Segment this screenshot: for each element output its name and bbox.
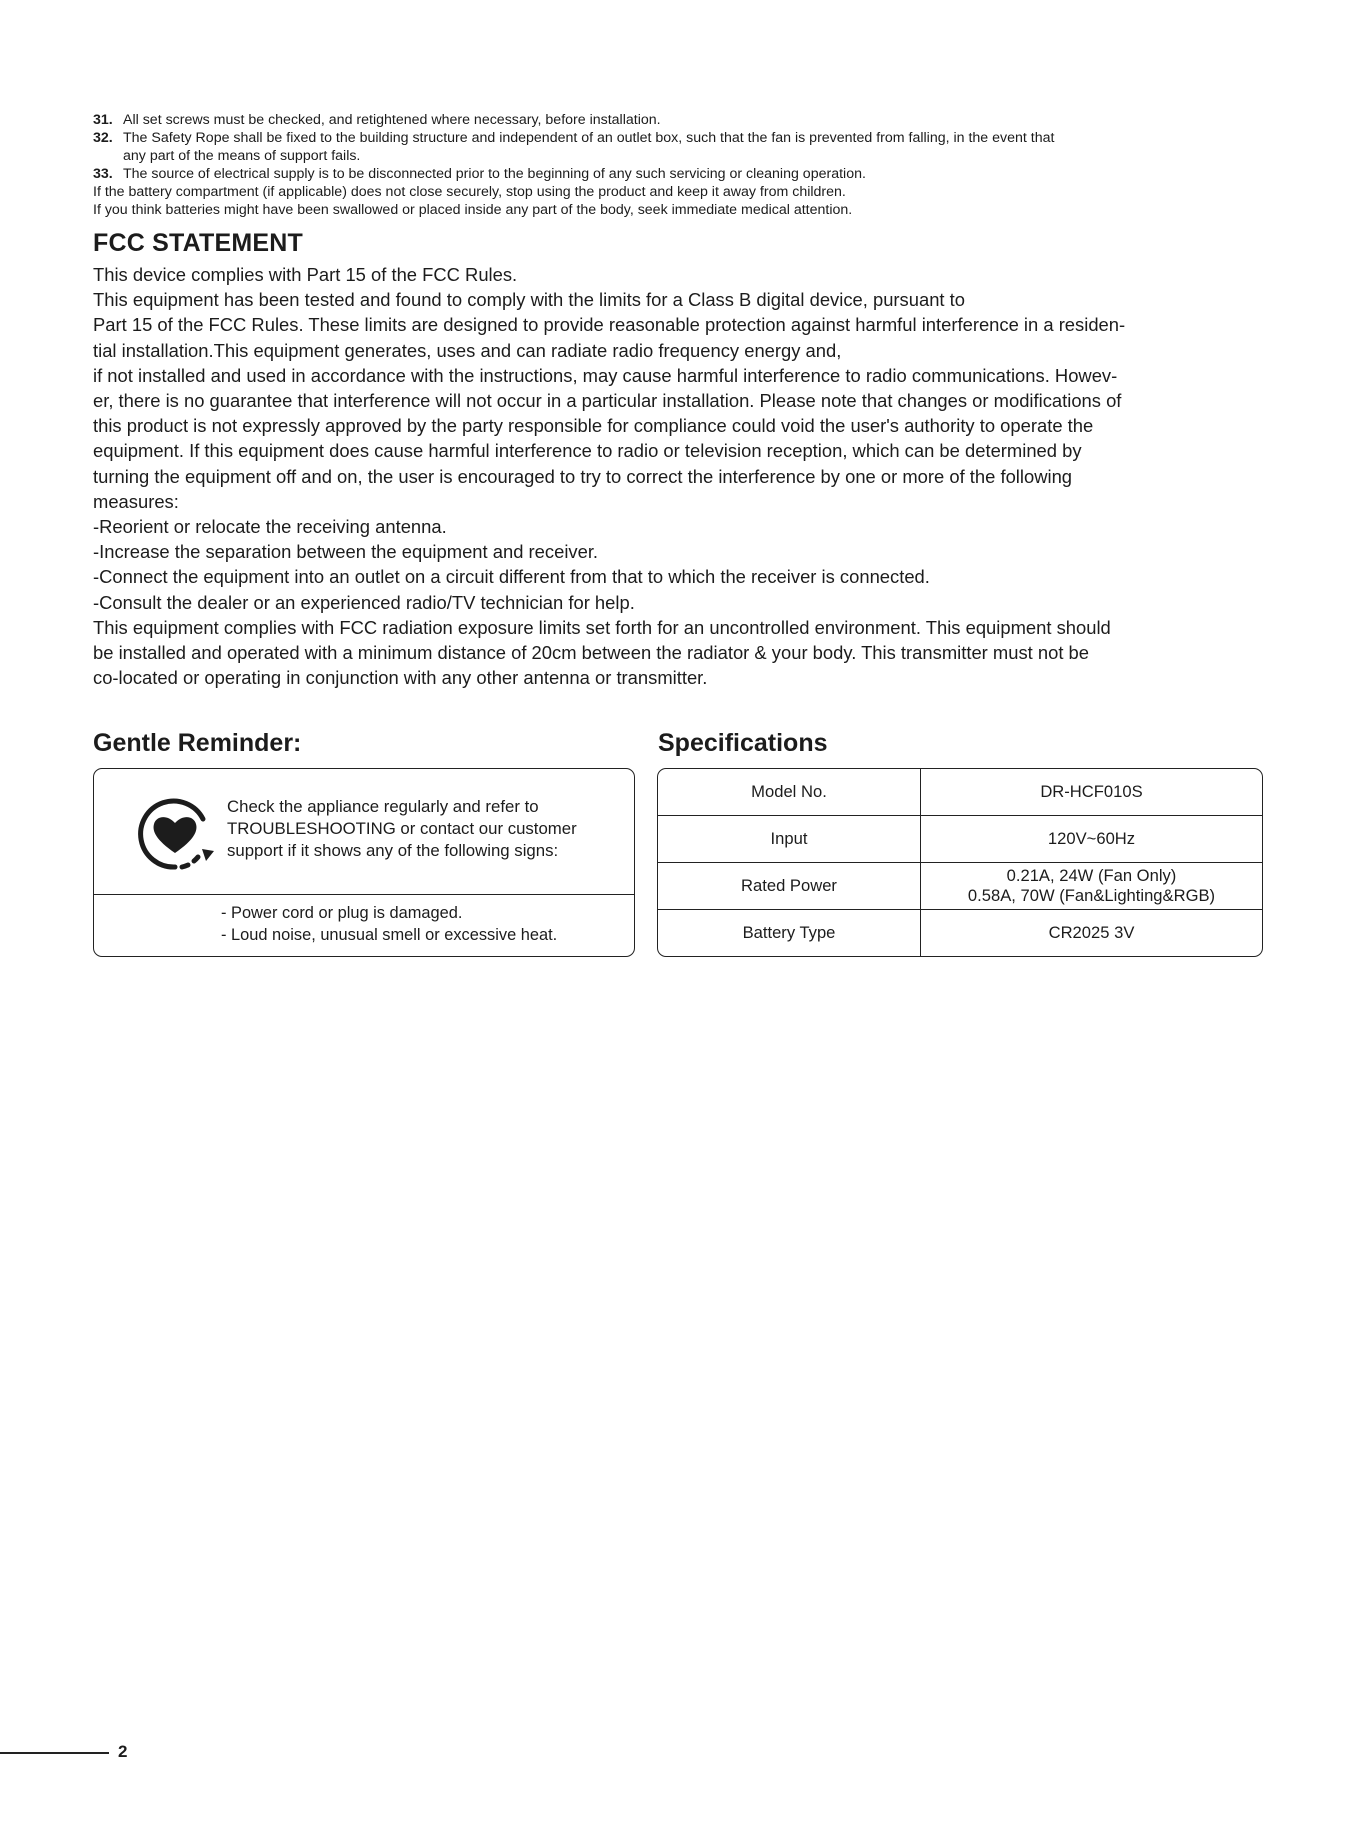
table-row [658,769,1262,816]
spec-label: Battery Type [658,910,921,956]
reminder-title: Gentle Reminder: [93,729,302,757]
spec-value [921,863,1262,909]
fcc-line: -Consult the dealer or an experienced radio/TV technician for help. [93,591,635,613]
reminder-box [93,768,635,957]
fcc-line: This equipment has been tested and found to comply with the limits for a Class B digital device, pursuant to [93,289,965,311]
reminder-top-section [94,769,634,895]
fcc-line: tial installation.This equipment generates, uses and can radiate radio frequency energy and, [93,339,842,361]
battery-note: If you think batteries might have been swallowed or placed inside any part of the body, seek immediate medical attention. [93,202,853,218]
item-text: The Safety Rope shall be fixed to the building structure and independent of an outlet box, such that the fan is prevented from falling, in the event that [123,130,1055,146]
fcc-line: if not installed and used in accordance with the instructions, may cause harmful interference to radio communications. Howev- [93,364,1118,386]
reminder-signs [221,902,557,946]
fcc-line: er, there is no guarantee that interference will not occur in a particular installation. Please note that changes or modifications of [93,390,1122,412]
safety-instructions [93,111,1273,219]
spec-label: Model No. [658,769,921,815]
heart-care-icon [130,789,220,879]
spec-label: Input [658,816,921,862]
spec-value-text: 0.21A, 24W (Fan Only) [1006,866,1177,885]
item-text: The source of electrical supply is to be disconnected prior to the beginning of any such servicing or cleaning operation. [123,166,866,182]
fcc-line: This equipment complies with FCC radiation exposure limits set forth for an uncontrolled environment. This equipment should [93,616,1111,638]
fcc-line: -Connect the equipment into an outlet on a circuit different from that to which the receiver is connected. [93,566,930,588]
table-row [658,816,1262,863]
reminder-message-line: Check the appliance regularly and refer to [227,797,539,816]
item-number: 32. [93,130,113,146]
fcc-line: This device complies with Part 15 of the FCC Rules. [93,264,518,285]
fcc-line: equipment. If this equipment does cause harmful interference to radio or television reception, which can be determined by [93,440,1082,462]
item-text: All set screws must be checked, and retightened where necessary, before installation. [123,112,661,128]
fcc-title: FCC STATEMENT [93,229,303,257]
fcc-body [93,262,1273,690]
item-text-continuation: any part of the means of support fails. [123,148,361,164]
reminder-sign: - Loud noise, unusual smell or excessive heat. [221,926,558,944]
spec-value-text: CR2025 3V [1048,923,1135,942]
spec-value-text: 120V~60Hz [1047,829,1136,848]
spec-value-text: 0.58A, 70W (Fan&Lighting&RGB) [967,886,1216,905]
spec-label: Rated Power [658,863,921,909]
reminder-message [227,796,627,862]
table-row [658,910,1262,956]
item-number: 33. [93,166,113,182]
fcc-line: -Increase the separation between the equipment and receiver. [93,541,599,563]
spec-value [921,769,1262,815]
table-row [658,863,1262,910]
safety-item [93,129,1273,147]
fcc-line: co-located or operating in conjunction with any other antenna or transmitter. [93,667,708,689]
spec-value [921,816,1262,862]
specifications-title: Specifications [658,729,828,757]
reminder-message-line: support if it shows any of the following signs: [227,841,559,860]
fcc-line: -Reorient or relocate the receiving antenna. [93,516,447,538]
fcc-line: this product is not expressly approved by the party responsible for compliance could void the user's authority to operate the [93,415,1094,437]
spec-value [921,910,1262,956]
safety-item [93,111,1273,129]
battery-note: If the battery compartment (if applicable) does not close securely, stop using the product and keep it away from children. [93,184,846,200]
footer-rule [0,1752,109,1754]
fcc-line: turning the equipment off and on, the user is encouraged to try to correct the interference by one or more of the following [93,465,1073,487]
page-number: 2 [118,1742,128,1761]
reminder-sign: - Power cord or plug is damaged. [221,904,463,922]
fcc-line: measures: [93,490,179,512]
fcc-line: be installed and operated with a minimum distance of 20cm between the radiator & your body. This transmitter must not be [93,642,1089,664]
safety-item [93,165,1273,183]
item-number: 31. [93,112,113,128]
spec-value-text: DR-HCF010S [1040,782,1143,801]
reminder-message-line: TROUBLESHOOTING or contact our customer [227,819,577,838]
specifications-table [657,768,1263,957]
fcc-line: Part 15 of the FCC Rules. These limits are designed to provide reasonable protection against harmful interference in a residen- [93,314,1126,336]
